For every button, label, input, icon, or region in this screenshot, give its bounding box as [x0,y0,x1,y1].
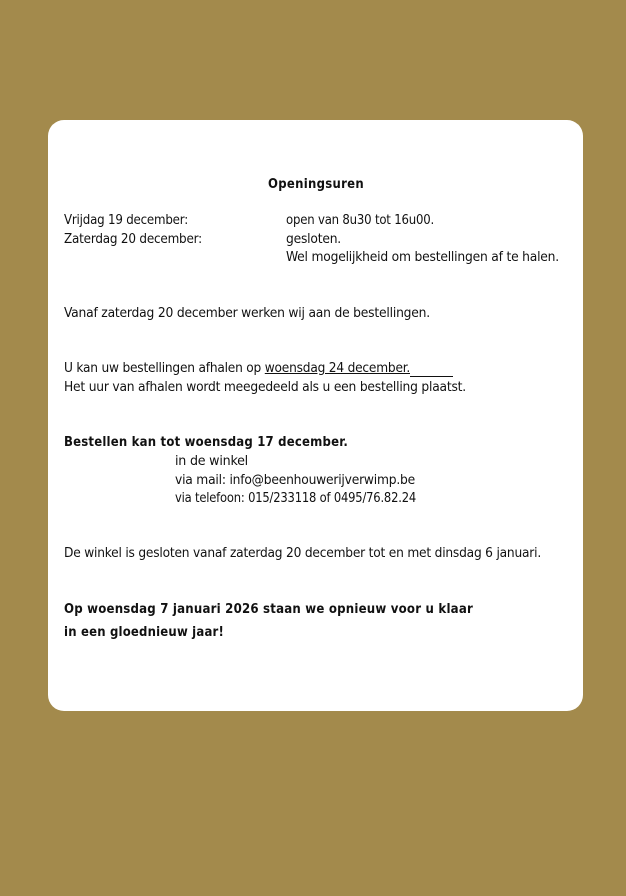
schedule-info-saturday: gesloten. [286,231,341,247]
schedule-day-saturday: Zaterdag 20 december: [64,231,202,247]
ordering-channel-mail: via mail: info@beenhouwerijverwimp.be [175,472,415,488]
ordering-channel-shop: in de winkel [175,453,248,469]
schedule-day-friday: Vrijdag 19 december: [64,212,188,228]
pickup-line [64,359,410,377]
pickup-underline-extension [410,376,453,377]
ordering-deadline: Bestellen kan tot woensdag 17 december. [64,434,348,450]
reopen-line-2: in een gloednieuw jaar! [64,624,224,640]
work-notice: Vanaf zaterdag 20 december werken wij aan de bestellingen. [64,305,430,321]
schedule-info-saturday-pickup: Wel mogelijkheid om bestellingen af te halen. [286,249,559,265]
pickup-date: woensdag 24 december. [264,360,410,376]
reopen-line-1: Op woensdag 7 januari 2026 staan we opnieuw voor u klaar [64,601,473,617]
schedule-info-friday: open van 8u30 tot 16u00. [286,212,434,228]
ordering-channel-phone: via telefoon: 015/233118 of 0495/76.82.24 [175,490,416,506]
pickup-hour-notice: Het uur van afhalen wordt meegedeeld als u een bestelling plaatst. [64,379,466,395]
pickup-prefix: U kan uw bestellingen afhalen op [64,360,265,376]
closed-notice: De winkel is gesloten vanaf zaterdag 20 december tot en met dinsdag 6 januari. [64,545,541,561]
page-title: Openingsuren [268,176,364,192]
